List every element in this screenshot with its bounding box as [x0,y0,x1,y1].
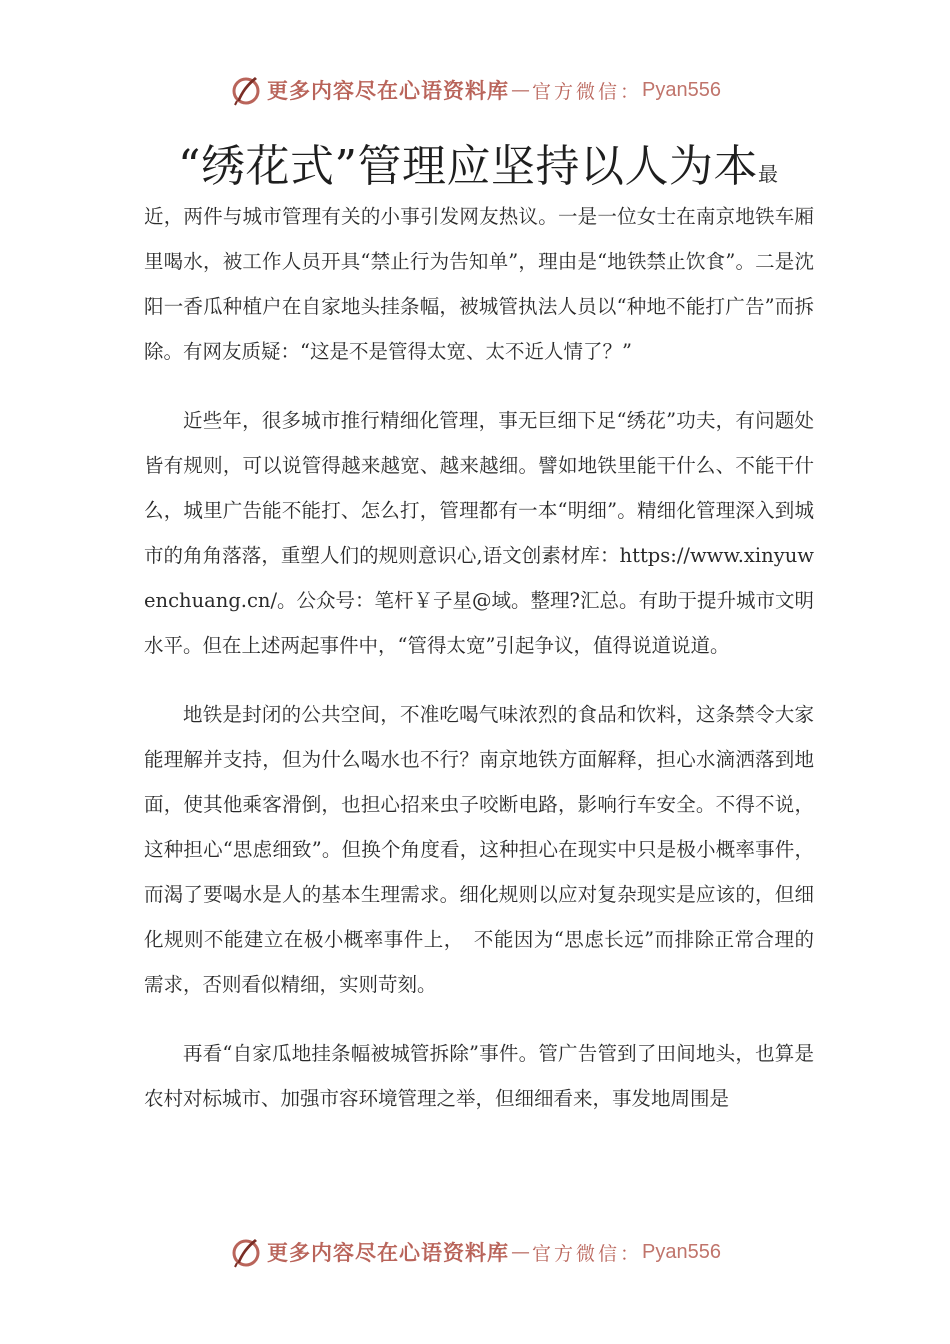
paragraph-gap [144,1007,814,1031]
banner-separator: — [511,1241,530,1263]
banner-site-text: 更多内容尽在心语资料库 [267,1240,509,1265]
article-title: “绣花式”管理应坚持以人为本 [178,141,758,192]
banner-wechat-id: Pyan556 [642,1240,721,1263]
banner-wechat-id: Pyan556 [642,78,721,101]
article-title-tail: 最 [758,162,778,186]
paragraph-1: 近，两件与城市管理有关的小事引发网友热议。一是一位女士在南京地铁车厢里喝水，被工作人员开具“禁止行为告知单”，理由是“地铁禁止饮食”。二是沈阳一香瓜种植户在自家地头挂条幅，被城管执法人员以“种地不能打广告”而拆除。有网友质疑：“这是不是管得太宽、太不近人情了？” [144,205,814,363]
banner-wechat-label: 官方微信： [532,1242,643,1265]
article-title-line [178,130,898,194]
paragraph-2: 近些年，很多城市推行精细化管理，事无巨细下足“绣花”功夫，有问题处皆有规则，可以说管得越来越宽、越来越细。譬如地铁里能干什么、不能干什么，城里广告能不能打、怎么打，管理都有一本“明细”。精细化管理深入到城市的角角落落，重塑人们的规则意识心,语文创素材库：https://www.xinyuwenchuang.cn/。公众号：笔杆￥子星@域。整理?汇总。有助于提升城市文明水平。但在上述两起事件中，“管得太宽”引起争议，值得说道说道。 [144,409,815,657]
paragraph-4: 再看“自家瓜地挂条幅被城管拆除”事件。管广告管到了田间地头，也算是农村对标城市、加强市容环境管理之举，但细细看来，事发地周围是 [144,1042,814,1110]
paragraph-3: 地铁是封闭的公共空间，不准吃喝气味浓烈的食品和饮料，这条禁令大家能理解并支持，但为什么喝水也不行？南京地铁方面解释，担心水滴洒落到地面，使其他乘客滑倒，也担心招来虫子咬断电路，影响行车安全。不得不说，这种担心“思虑细致”。但换个角度看，这种担心在现实中只是极小概率事件，而渴了要喝水是人的基本生理需求。细化规则以应对复杂现实是应该的，但细化规则不能建立在极小概率事件上， 不能因为“思虑长远”而排除正常合理的需求，否则看似精细，实则苛刻。 [144,703,814,996]
banner-wechat-label: 官方微信： [532,80,643,103]
paragraph-gap [144,668,814,692]
quill-logo-icon [229,73,263,107]
banner-site-text: 更多内容尽在心语资料库 [267,78,509,103]
article-body [144,194,814,1121]
quill-logo-icon [229,1235,263,1269]
paragraph-gap [144,374,814,398]
bottom-watermark-banner [0,1232,950,1272]
banner-separator: — [511,79,530,101]
top-watermark-banner [0,70,950,110]
